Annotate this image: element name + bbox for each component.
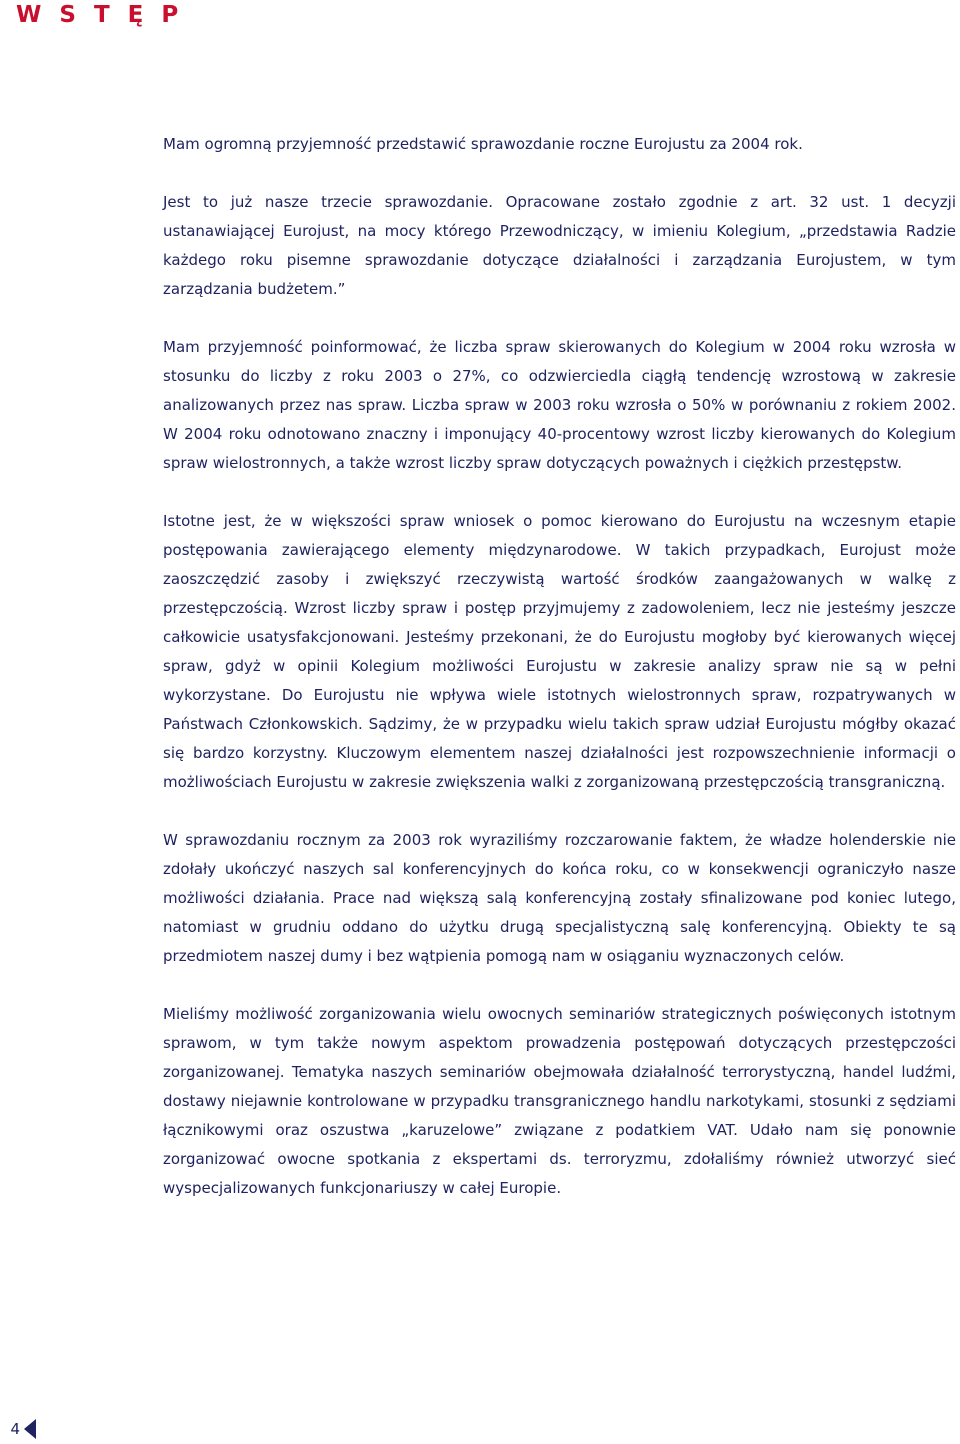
paragraph-conference-rooms: W sprawozdaniu rocznym za 2003 rok wyraziliśmy rozczarowanie faktem, że władze holenderskie nie zdołały ukończyć naszych sal konferencyjnych do końca roku, co w konsekwencji ograniczyło nasze możliwości działania. Prace nad większą salą konferencyjną zostały sfinalizowane pod koniec lutego, natomiast w grudniu oddano do użytku drugą specjalistyczną salę konferencyjną. Obiekty te są przedmiotem naszej dumy i bez wątpienia pomogą nam w osiąganiu wyznaczonych celów. <box>163 831 956 965</box>
paragraph-case-growth: Mam przyjemność poinformować, że liczba spraw skierowanych do Kolegium w 2004 roku wzrosła w stosunku do liczby z roku 2003 o 27%, co odzwierciedla ciągłą tendencję wzrostową w zakresie analizowanych przez nas spraw. Liczba spraw w 2003 roku wzrosła o 50% w porównaniu z rokiem 2002. W 2004 roku odnotowano znaczny i imponujący 40-procentowy wzrost liczby kierowanych do Kolegium spraw wielostronnych, a także wzrost liczby spraw dotyczących poważnych i ciężkich przestępstw. <box>163 338 956 472</box>
paragraph-intro: Mam ogromną przyjemność przedstawić sprawozdanie roczne Eurojustu za 2004 rok. <box>163 135 803 153</box>
page-title: W S T Ę P <box>16 2 184 28</box>
paragraph-early-stage-cases: Istotne jest, że w większości spraw wniosek o pomoc kierowano do Eurojustu na wczesnym etapie postępowania zawierającego elementy międzynarodowe. W takich przypadkach, Eurojust może zaoszczędzić zasoby i zwiększyć rzeczywistą wartość środków zaangażowanych w walkę z przestępczością. Wzrost liczby spraw i postęp przyjmujemy z zadowoleniem, lecz nie jesteśmy jeszcze całkowicie usatysfakcjonowani. Jesteśmy przekonani, że do Eurojustu mogłoby być kierowanych więcej spraw, gdyż w opinii Kolegium możliwości Eurojustu w zakresie analizy spraw nie są w pełni wykorzystane. Do Eurojustu nie wpływa wiele istotnych wielostronnych spraw, rozpatrywanych w Państwach Członkowskich. Sądzimy, że w przypadku wielu takich spraw udział Eurojustu mógłby okazać się bardzo korzystny. Kluczowym elementem naszej działalności jest rozpowszechnienie informacji o możliwościach Eurojustu w zakresie zwiększenia walki z zorganizowaną przestępczością transgraniczną. <box>163 512 956 791</box>
paragraph-seminars: Mieliśmy możliwość zorganizowania wielu owocnych seminariów strategicznych poświęconych istotnym sprawom, w tym także nowym aspektom prowadzenia postępowań dotyczących przestępczości zorganizowanej. Tematyka naszych seminariów obejmowała działalność terrorystyczną, handel ludźmi, dostawy niejawnie kontrolowane w przypadku transgranicznego handlu narkotykami, stosunki z sędziami łącznikowymi oraz oszustwa „karuzelowe” związane z podatkiem VAT. Udało nam się ponownie zorganizować owocne spotkania z ekspertami ds. terroryzmu, zdołaliśmy również utworzyć sieć wyspecjalizowanych funkcjonariuszy w całej Europie. <box>163 1005 956 1197</box>
document-body <box>163 130 956 1203</box>
paragraph-report-basis: Jest to już nasze trzecie sprawozdanie. Opracowane zostało zgodnie z art. 32 ust. 1 decyzji ustanawiającej Eurojust, na mocy którego Przewodniczący, w imieniu Kolegium, „przedstawia Radzie każdego roku pisemne sprawozdanie dotyczące działalności i zarządzania Eurojustem, w tym zarządzania budżetem.” <box>163 193 956 298</box>
page-footer <box>0 1414 36 1444</box>
page-number: 4 <box>10 1420 20 1438</box>
left-triangle-icon <box>24 1419 36 1439</box>
